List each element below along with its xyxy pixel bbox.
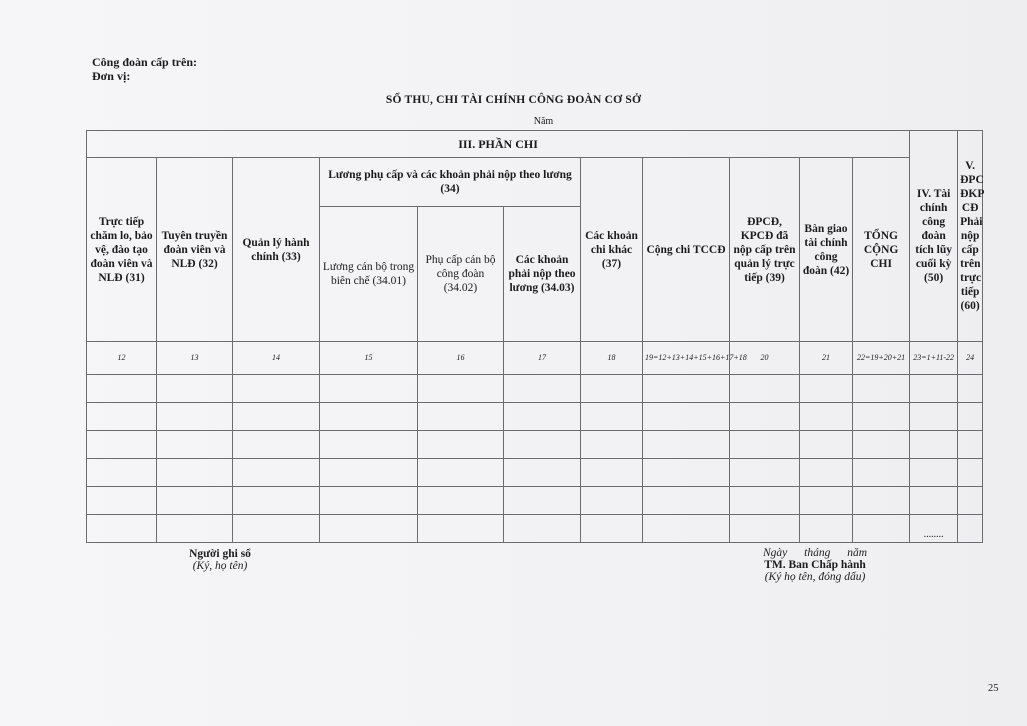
committee-signature-block bbox=[730, 547, 900, 583]
committee-title: TM. Ban Chấp hành bbox=[764, 559, 866, 571]
index-cell: 24 bbox=[958, 342, 983, 375]
index-cell: 15 bbox=[320, 342, 418, 375]
ellipsis-cell: ........ bbox=[910, 515, 958, 543]
section-iv-header: IV. Tài chính công đoàn tích lũy cuối kỳ (50) bbox=[910, 131, 958, 342]
col-tccd-header: Cộng chi TCCĐ bbox=[643, 158, 730, 342]
table-row bbox=[87, 431, 983, 459]
recorder-title: Người ghi sổ bbox=[189, 548, 251, 560]
index-cell: 19=12+13+14+15+16+17+18 bbox=[643, 342, 730, 375]
signature-date: Ngày tháng năm bbox=[762, 547, 868, 559]
table-row bbox=[87, 515, 983, 543]
index-cell: 12 bbox=[87, 342, 157, 375]
index-cell: 23=1+11-22 bbox=[910, 342, 958, 375]
page-number: 25 bbox=[988, 683, 999, 694]
index-cell: 20 bbox=[730, 342, 800, 375]
document-title: SỔ THU, CHI TÀI CHÍNH CÔNG ĐOÀN CƠ SỞ bbox=[385, 94, 642, 106]
index-cell: 17 bbox=[504, 342, 581, 375]
col-3401-header: Lương cán bộ trong biên chế (34.01) bbox=[320, 207, 418, 342]
col-3403-header: Các khoản phải nộp theo lương (34.03) bbox=[504, 207, 581, 342]
col-3402-header: Phụ cấp cán bộ công đoàn (34.02) bbox=[418, 207, 504, 342]
col-42-header: Bàn giao tài chính công đoàn (42) bbox=[800, 158, 853, 342]
unit-label: Đơn vị: bbox=[92, 69, 131, 83]
table-row bbox=[87, 487, 983, 515]
group-34-header: Lương phụ cấp và các khoản phải nộp theo lương (34) bbox=[320, 158, 581, 207]
index-cell: 22=19+20+21 bbox=[853, 342, 910, 375]
year-label: Năm bbox=[533, 116, 554, 127]
superior-union-label: Công đoàn cấp trên: bbox=[92, 55, 198, 69]
table-row bbox=[87, 403, 983, 431]
section-chi-header: III. PHẦN CHI bbox=[87, 131, 910, 158]
index-row bbox=[87, 342, 983, 375]
expense-ledger-table bbox=[86, 130, 983, 543]
index-cell: 21 bbox=[800, 342, 853, 375]
index-cell: 16 bbox=[418, 342, 504, 375]
col-32-header: Tuyên truyền đoàn viên và NLĐ (32) bbox=[157, 158, 233, 342]
table-row bbox=[87, 375, 983, 403]
committee-note: (Ký họ tên, đóng dấu) bbox=[764, 571, 866, 583]
table-row bbox=[87, 459, 983, 487]
col-39-header: ĐPCĐ, KPCĐ đã nộp cấp trên quản lý trực tiếp (39) bbox=[730, 158, 800, 342]
section-v-header: V. ĐPC ĐKP CĐ Phải nộp cấp trên trực tiếp (60) bbox=[958, 131, 983, 342]
col-33-header: Quản lý hành chính (33) bbox=[233, 158, 320, 342]
index-cell: 13 bbox=[157, 342, 233, 375]
col-31-header: Trực tiếp chăm lo, bảo vệ, đào tạo đoàn viên và NLĐ (31) bbox=[87, 158, 157, 342]
recorder-note: (Ký, họ tên) bbox=[192, 560, 248, 572]
index-cell: 18 bbox=[581, 342, 643, 375]
col-37-header: Các khoản chi khác (37) bbox=[581, 158, 643, 342]
col-total-header: TỔNG CỘNG CHI bbox=[853, 158, 910, 342]
recorder-signature-block bbox=[160, 548, 280, 572]
index-cell: 14 bbox=[233, 342, 320, 375]
